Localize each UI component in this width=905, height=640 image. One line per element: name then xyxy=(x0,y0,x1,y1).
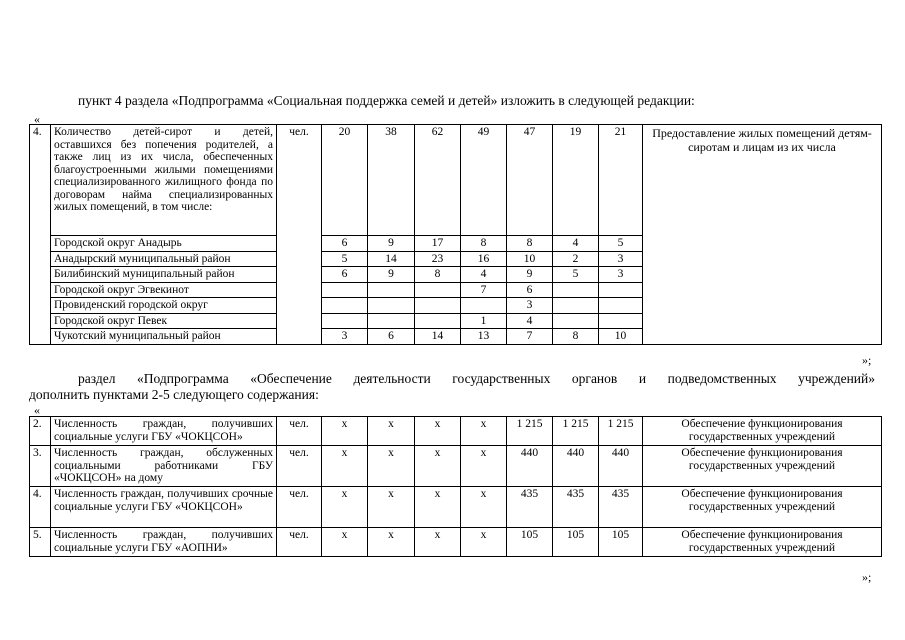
indicator-name: Количество детей-сирот и детей, оставшихся без попечения родителей, а также лиц из их числа, обеспеченных благоустроенными жилыми помещениями специализированного жилищного фонда по договорам найма специализированных жилых помещений, в том числе: xyxy=(51,125,277,236)
unit-cell: чел. xyxy=(277,528,322,557)
value-cell: 8 xyxy=(553,329,599,345)
unit-cell: чел. xyxy=(277,487,322,528)
value-cell xyxy=(599,282,643,298)
intro-paragraph-1: пункт 4 раздела «Подпрограмма «Социальная поддержка семей и детей» изложить в следующей редакции: xyxy=(78,93,695,108)
indicator-name: Численность граждан, получивших социальные услуги ГБУ «ЧОКЦСОН» xyxy=(51,417,277,446)
value-cell: 17 xyxy=(415,236,461,252)
value-cell: 1 xyxy=(461,313,507,329)
value-cell: 440 xyxy=(553,446,599,487)
district-name: Провиденский городской округ xyxy=(51,298,277,314)
value-cell xyxy=(368,282,415,298)
district-name: Городской округ Анадырь xyxy=(51,236,277,252)
value-cell: 21 xyxy=(599,125,643,236)
measure-cell: Предоставление жилых помещений детям-сиротам и лицам из их числа xyxy=(643,125,882,345)
table-row xyxy=(30,528,882,557)
value-cell: 1 215 xyxy=(507,417,553,446)
value-cell: х xyxy=(415,528,461,557)
district-name: Городской округ Певек xyxy=(51,313,277,329)
value-cell: х xyxy=(415,446,461,487)
value-cell: 7 xyxy=(461,282,507,298)
value-cell: 14 xyxy=(415,329,461,345)
value-cell: 9 xyxy=(368,267,415,283)
value-cell xyxy=(553,298,599,314)
row-number: 5. xyxy=(30,528,51,557)
value-cell: 435 xyxy=(599,487,643,528)
value-cell xyxy=(415,298,461,314)
value-cell: 440 xyxy=(507,446,553,487)
value-cell xyxy=(461,298,507,314)
unit-cell: чел. xyxy=(277,446,322,487)
intro-paragraph-2-line-1: раздел «Подпрограмма «Обеспечение деятельности государственных органов и подведомственных учреждений» xyxy=(78,371,875,386)
value-cell: х xyxy=(368,487,415,528)
value-cell: 62 xyxy=(415,125,461,236)
value-cell: 13 xyxy=(461,329,507,345)
value-cell: х xyxy=(461,446,507,487)
quote-open-1: « xyxy=(34,112,40,126)
table-row xyxy=(30,446,882,487)
value-cell: 4 xyxy=(461,267,507,283)
measure-cell: Обеспечение функционирования государственных учреждений xyxy=(643,528,882,557)
value-cell: 5 xyxy=(322,251,368,267)
indicator-name: Численность граждан, обслуженных социальными работниками ГБУ «ЧОКЦСОН» на дому xyxy=(51,446,277,487)
value-cell: х xyxy=(322,487,368,528)
row-number: 4. xyxy=(30,487,51,528)
value-cell: 6 xyxy=(368,329,415,345)
value-cell: 6 xyxy=(507,282,553,298)
value-cell xyxy=(599,313,643,329)
value-cell: 6 xyxy=(322,236,368,252)
measure-cell: Обеспечение функционирования государственных учреждений xyxy=(643,487,882,528)
intro-paragraph-2-line-2: дополнить пунктами 2-5 следующего содержания: xyxy=(29,387,319,402)
table-row xyxy=(30,417,882,446)
value-cell: 8 xyxy=(461,236,507,252)
table-row xyxy=(30,125,882,236)
value-cell: х xyxy=(322,446,368,487)
value-cell: 23 xyxy=(415,251,461,267)
table-subprogram-family xyxy=(29,124,882,345)
value-cell xyxy=(322,298,368,314)
district-name: Билибинский муниципальный район xyxy=(51,267,277,283)
value-cell: х xyxy=(461,487,507,528)
value-cell: 105 xyxy=(599,528,643,557)
value-cell: х xyxy=(461,528,507,557)
value-cell: 435 xyxy=(507,487,553,528)
value-cell: х xyxy=(368,528,415,557)
value-cell: 10 xyxy=(599,329,643,345)
value-cell: 105 xyxy=(507,528,553,557)
value-cell: 49 xyxy=(461,125,507,236)
value-cell: 7 xyxy=(507,329,553,345)
value-cell: 38 xyxy=(368,125,415,236)
value-cell xyxy=(415,282,461,298)
value-cell: 1 215 xyxy=(599,417,643,446)
unit-cell: чел. xyxy=(277,125,322,345)
measure-cell: Обеспечение функционирования государственных учреждений xyxy=(643,446,882,487)
value-cell: 3 xyxy=(599,251,643,267)
row-number: 2. xyxy=(30,417,51,446)
value-cell xyxy=(553,282,599,298)
value-cell: 1 215 xyxy=(553,417,599,446)
value-cell xyxy=(322,282,368,298)
value-cell: 3 xyxy=(507,298,553,314)
value-cell: 440 xyxy=(599,446,643,487)
value-cell: 16 xyxy=(461,251,507,267)
value-cell: 20 xyxy=(322,125,368,236)
value-cell: х xyxy=(322,528,368,557)
value-cell: 5 xyxy=(599,236,643,252)
value-cell: 9 xyxy=(368,236,415,252)
value-cell: 435 xyxy=(553,487,599,528)
value-cell: 6 xyxy=(322,267,368,283)
value-cell xyxy=(553,313,599,329)
value-cell: х xyxy=(415,487,461,528)
measure-cell: Обеспечение функционирования государственных учреждений xyxy=(643,417,882,446)
value-cell: 10 xyxy=(507,251,553,267)
quote-close-2: »; xyxy=(862,570,872,584)
district-name: Анадырский муниципальный район xyxy=(51,251,277,267)
value-cell: 5 xyxy=(553,267,599,283)
value-cell: 4 xyxy=(507,313,553,329)
unit-cell: чел. xyxy=(277,417,322,446)
row-number: 3. xyxy=(30,446,51,487)
district-name: Городской округ Эгвекинот xyxy=(51,282,277,298)
indicator-name: Численность граждан, получивших срочные социальные услуги ГБУ «ЧОКЦСОН» xyxy=(51,487,277,528)
value-cell xyxy=(368,313,415,329)
table-subprogram-institutions xyxy=(29,416,882,557)
value-cell: 8 xyxy=(507,236,553,252)
table-row xyxy=(30,487,882,528)
value-cell: 14 xyxy=(368,251,415,267)
value-cell: 8 xyxy=(415,267,461,283)
value-cell: 19 xyxy=(553,125,599,236)
value-cell: х xyxy=(322,417,368,446)
value-cell: х xyxy=(461,417,507,446)
value-cell: 47 xyxy=(507,125,553,236)
value-cell: х xyxy=(368,417,415,446)
value-cell: х xyxy=(368,446,415,487)
indicator-name: Численность граждан, получивших социальные услуги ГБУ «АОПНИ» xyxy=(51,528,277,557)
value-cell: 4 xyxy=(553,236,599,252)
value-cell xyxy=(368,298,415,314)
value-cell: 3 xyxy=(322,329,368,345)
value-cell: 105 xyxy=(553,528,599,557)
value-cell: 9 xyxy=(507,267,553,283)
quote-close-1: »; xyxy=(862,353,872,367)
value-cell xyxy=(415,313,461,329)
value-cell: х xyxy=(415,417,461,446)
quote-open-2: « xyxy=(34,403,40,417)
value-cell: 2 xyxy=(553,251,599,267)
district-name: Чукотский муниципальный район xyxy=(51,329,277,345)
value-cell xyxy=(599,298,643,314)
value-cell xyxy=(322,313,368,329)
value-cell: 3 xyxy=(599,267,643,283)
row-number: 4. xyxy=(30,125,51,345)
